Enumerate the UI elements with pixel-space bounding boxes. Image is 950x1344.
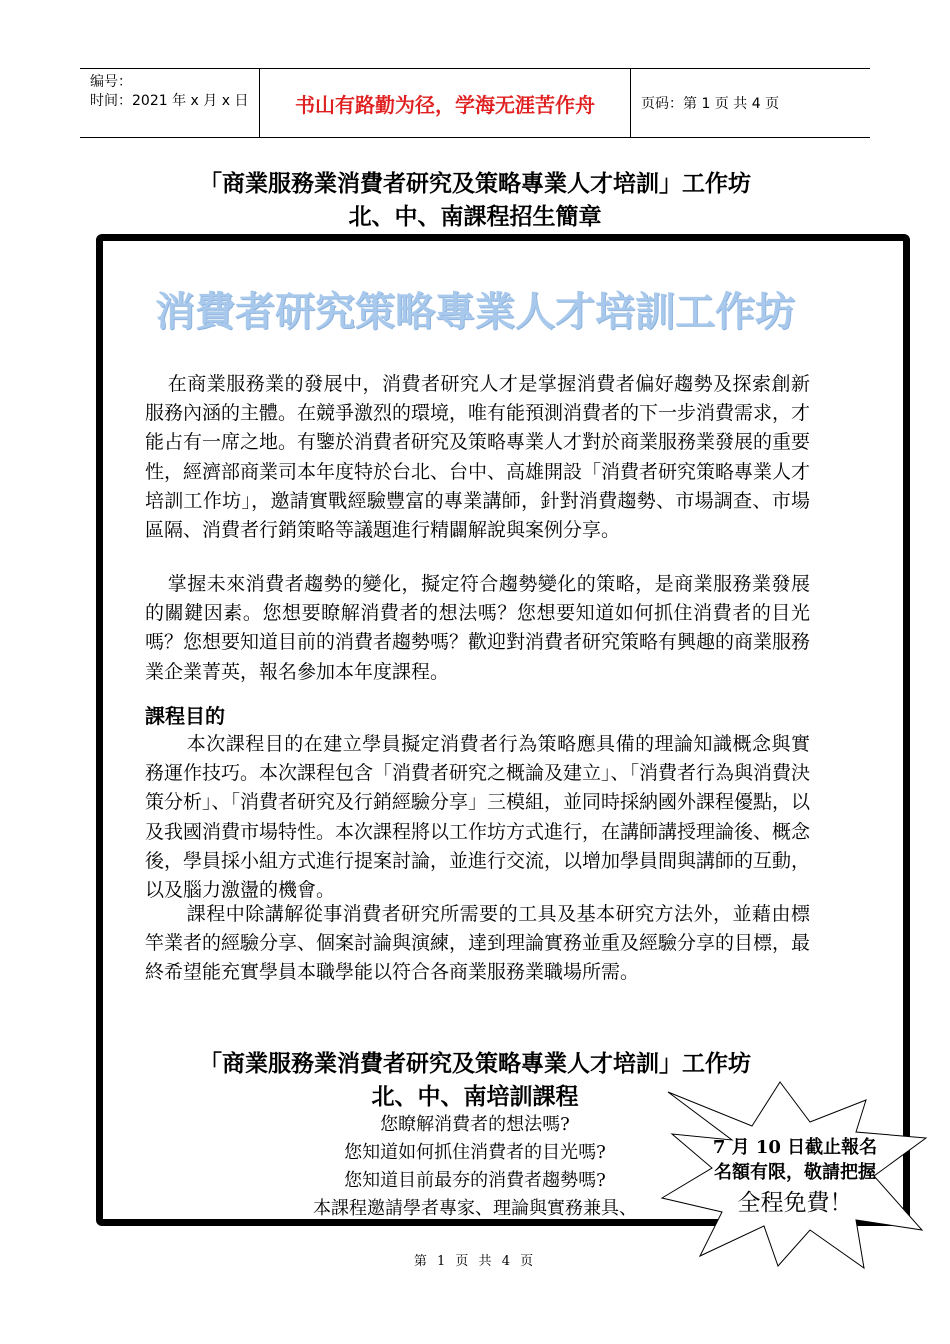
- question-line-3: 您知道目前最夯的消費者趨勢嗎?: [344, 1170, 606, 1191]
- free-text: 全程免費！: [737, 1190, 853, 1216]
- objective-paragraph-2: 課程中除講解從事消費者研究所需要的工具及基本研究方法外，並藉由標竿業者的經驗分享、個案討論與演練，達到理論實務並重及經驗分享的目標，最終希望能充實學員本職學能以符合各商業服務業職場所需。: [145, 903, 811, 984]
- question-line-4: 本課程邀請學者專家、理論與實務兼具、: [313, 1198, 637, 1219]
- question-line-1: 您瞭解消費者的想法嗎?: [380, 1114, 570, 1135]
- course-title: 「商業服務業消費者研究及策略專業人才培訓」工作坊: [199, 1050, 751, 1077]
- limited-seats-text: 名額有限，敬請把握: [714, 1162, 876, 1183]
- serial-label: 编号：: [90, 74, 132, 90]
- header-meta: [80, 69, 260, 137]
- banner-title: 消費者研究策略專業人才培訓工作坊: [155, 289, 795, 335]
- deadline-text: 7 月 10 日截止報名: [712, 1137, 878, 1158]
- objective-paragraph-1: 本次課程目的在建立學員擬定消費者行為策略應具備的理論知識概念與實務運作技巧。本次課程包含「消費者研究之概論及建立」、「消費者行為與消費決策分析」、「消費者研究及行銷經驗分享」三模組，並同時採納國外課程優點，以及我國消費市場特性。本次課程將以工作坊方式進行，在講師講授理論後、概念後，學員採小組方式進行提案討論，並進行交流，以增加學員間與講師的互動，以及腦力激盪的機會。: [145, 733, 811, 902]
- header-motto: 书山有路勤为径，学海无涯苦作舟: [260, 69, 631, 137]
- course-subtitle: 北、中、南培訓課程: [371, 1083, 579, 1110]
- page-header: [80, 68, 870, 138]
- page-footer: 第 1 页 共 4 页: [413, 1254, 537, 1269]
- document-subtitle: 北、中、南課程招生簡章: [348, 203, 602, 230]
- date-label: 时间：2021 年 x 月 x 日: [90, 93, 249, 109]
- intro-paragraph-1: 在商業服務業的發展中，消費者研究人才是掌握消費者偏好趨勢及探索創新服務內涵的主體。在競爭激烈的環境，唯有能預測消費者的下一步消費需求，才能占有一席之地。有鑒於消費者研究及策略專業人才對於商業服務業發展的重要性，經濟部商業司本年度特於台北、台中、高雄開設「消費者研究策略專業人才培訓工作坊」，邀請實戰經驗豐富的專業講師，針對消費趨勢、市場調查、市場區隔、消費者行銷策略等議題進行精闢解說與案例分享。: [145, 373, 811, 542]
- intro-paragraph-2: 掌握未來消費者趨勢的變化，擬定符合趨勢變化的策略，是商業服務業發展的關鍵因素。您想要瞭解消費者的想法嗎？您想要知道如何抓住消費者的目光嗎？您想要知道目前的消費者趨勢嗎？歡迎對消費者研究策略有興趣的商業服務業企業菁英，報名參加本年度課程。: [145, 573, 811, 683]
- question-line-2: 您知道如何抓住消費者的目光嗎?: [344, 1142, 606, 1163]
- objective-heading: 課程目的: [145, 704, 225, 728]
- document-title: 「商業服務業消費者研究及策略專業人才培訓」工作坊: [199, 170, 751, 197]
- header-page-info: 页码：第 1 页 共 4 页: [641, 96, 780, 112]
